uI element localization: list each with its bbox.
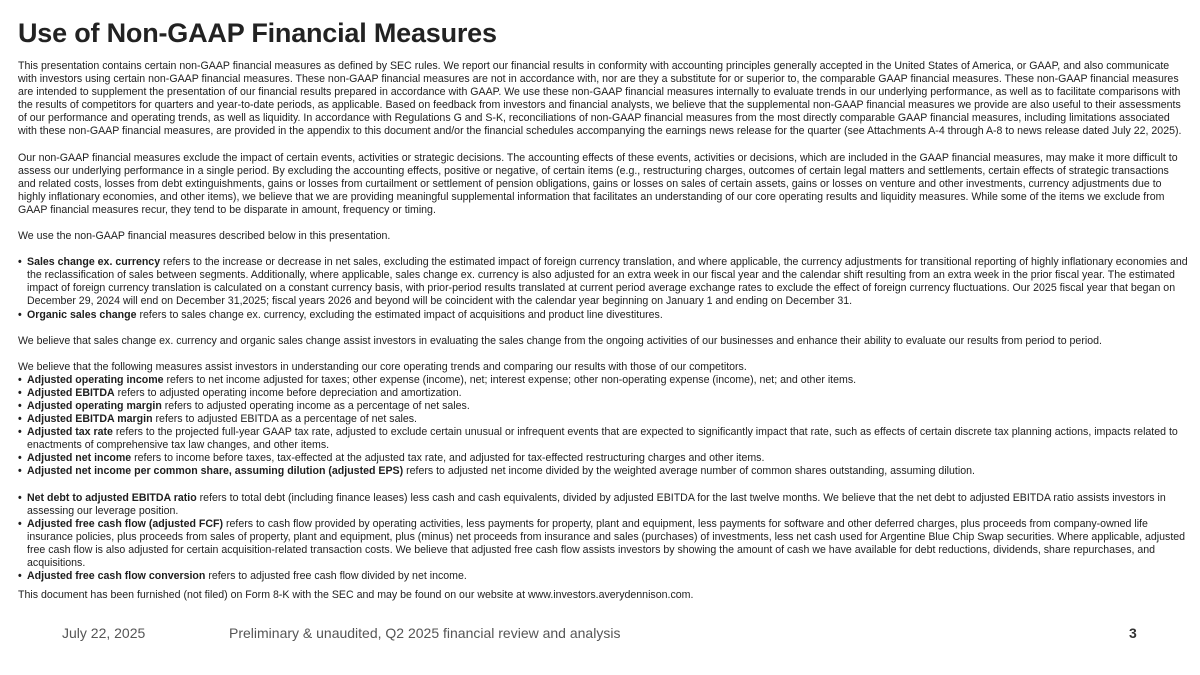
measure-definition: refers to adjusted operating income before depreciation and amortization. bbox=[114, 386, 462, 399]
intro-paragraph: This presentation contains certain non-GAAP financial measures as defined by SEC rules. We report our financial results in conformity with accounting principles generally accepted in the United States of America, or GAAP, and also communicate with investors using certain non-GAAP financial measures. These non-GAAP financial measures are not in accordance with, nor are they a substitute for or superior to, the comparable GAAP financial measures. These non-GAAP financial measures are intended to supplement the presentation of our financial results prepared in accordance with GAAP. We use these non-GAAP financial measures internally to evaluate trends in our underlying performance, as well as to facilitate comparisons with the results of competitors for quarters and year-to-date periods, as applicable. Based on feedback from investors and financial analysts, we believe that the supplemental non-GAAP financial measures we provide are also useful to their assessments of our performance and operating trends, as well as liquidity. In accordance with Regulations G and S-K, reconciliations of non-GAAP financial measures from the most directly comparable GAAP financial measures, including limitations associated with these non-GAAP financial measures, are provided in the appendix to this document and/or the financial schedules accompanying the earnings news release for the quarter (see Attachments A-4 through A-8 to news release dated July 22, 2025). bbox=[18, 60, 1182, 138]
list-item bbox=[18, 413, 1188, 426]
list-item bbox=[18, 452, 1188, 465]
list-item bbox=[18, 374, 1188, 387]
list-item bbox=[18, 570, 1188, 583]
measure-term: Adjusted net income bbox=[27, 452, 132, 465]
list-item bbox=[18, 492, 1188, 518]
measure-term: Adjusted net income per common share, assuming dilution (adjusted EPS) bbox=[27, 465, 404, 478]
measure-definition: refers to net income adjusted for taxes; other expense (income), net; interest expense; other non-operating expense (income), net; and other items. bbox=[163, 373, 857, 386]
measure-definition: refers to cash flow provided by operating activities, less payments for property, plant and equipment, less payments for software and other deferred charges, plus proceeds from company-owned life insurance policies, plus proceeds from sales of property, plant and equipment, plus (minus) net proceeds from insurance and sales (purchases) of investments, less net cash used for Argentine Blue Chip Swap securities. Where applicable, adjusted free cash flow is also adjusted for certain acquisition-related transaction costs. We believe that adjusted free cash flow assists investors by showing the amount of cash we have available for debt reductions, dividends, share repurchases, and acquisitions. bbox=[27, 517, 1186, 569]
measure-definition: refers to income before taxes, tax-effected at the adjusted tax rate, and adjusted for tax-effected restructuring charges and other items. bbox=[131, 452, 765, 465]
list-item bbox=[18, 518, 1188, 570]
measure-term: Sales change ex. currency bbox=[27, 256, 161, 269]
list-item bbox=[18, 256, 1188, 308]
measures-intro-paragraph: We use the non-GAAP financial measures described below in this presentation. bbox=[18, 230, 391, 243]
sales-measures-list bbox=[18, 256, 1188, 321]
list-item bbox=[18, 400, 1188, 413]
measure-definition: refers to adjusted net income divided by the weighted average number of common shares outstanding, assuming dilution. bbox=[403, 465, 975, 478]
furnished-notice: This document has been furnished (not filed) on Form 8-K with the SEC and may be found on our website at www.investors.averydennison.com. bbox=[18, 589, 694, 602]
measure-term: Adjusted EBITDA bbox=[27, 386, 115, 399]
measure-term: Adjusted free cash flow (adjusted FCF) bbox=[27, 517, 224, 530]
measure-term: Adjusted operating income bbox=[27, 373, 164, 386]
measure-term: Adjusted tax rate bbox=[27, 426, 113, 439]
footer-date: July 22, 2025 bbox=[62, 625, 146, 641]
measure-definition: refers to total debt (including finance leases) less cash and cash equivalents, divided by adjusted EBITDA for the last twelve months. We believe that the net debt to adjusted EBITDA ratio assists investors in assessing our leverage position. bbox=[27, 491, 1166, 517]
measure-term: Organic sales change bbox=[27, 308, 137, 321]
operating-measures-list bbox=[18, 374, 1188, 479]
measure-definition: refers to adjusted operating income as a percentage of net sales. bbox=[161, 399, 470, 412]
exclusions-paragraph: Our non-GAAP financial measures exclude the impact of certain events, activities or strategic decisions. The accounting effects of these events, activities or decisions, which are included in the GAAP financial measures, may make it more difficult to assess our underlying performance in a single period. By excluding the accounting effects, positive or negative, of certain items (e.g., restructuring charges, outcomes of certain legal matters and settlements, certain effects of strategic transactions and related costs, losses from debt extinguishments, gains or losses from curtailment or settlement of pension obligations, gains or losses on sales of certain assets, gains or losses on venture and other investments, currency adjustments due to highly inflationary economies, and other items), we believe that we are providing meaningful supplemental information that facilitates an understanding of our core operating results and liquidity measures. While some of the items we exclude from GAAP financial measures recur, they tend to be disparate in amount, frequency or timing. bbox=[18, 151, 1178, 216]
page-title: Use of Non-GAAP Financial Measures bbox=[18, 18, 497, 48]
measure-definition: refers to the increase or decrease in net sales, excluding the estimated impact of foreign currency translation, and where applicable, the currency adjustments for transitional reporting of highly inflationary economies and the reclassification of sales between segments. Additionally, where applicable, sales change ex. currency is also adjusted for an extra week in our fiscal year and the calendar shift resulting from an extra week in the prior fiscal year. The estimated impact of foreign currency translation is calculated on a constant currency basis, with prior-period results translated at current period average exchange rates to exclude the effect of foreign currency fluctuations. Our 2025 fiscal year that began on December 29, 2024 will end on December 31,2025; fiscal years 2026 and beyond will be coincident with the calendar year beginning on January 1 and ending on December 31. bbox=[27, 256, 1188, 308]
footer-subtitle: Preliminary & unaudited, Q2 2025 financial review and analysis bbox=[229, 625, 621, 641]
measure-term: Adjusted free cash flow conversion bbox=[27, 570, 206, 583]
list-item bbox=[18, 387, 1188, 400]
liquidity-measures-list bbox=[18, 492, 1188, 584]
measure-term: Adjusted operating margin bbox=[27, 399, 162, 412]
measure-definition: refers to adjusted free cash flow divided by net income. bbox=[205, 570, 467, 583]
operating-belief-paragraph: We believe that the following measures assist investors in understanding our core operating trends and comparing our results with those of our competitors. bbox=[18, 360, 747, 373]
list-item bbox=[18, 465, 1188, 478]
measure-definition: refers to the projected full-year GAAP tax rate, adjusted to exclude certain unusual or infrequent events that are expected to significantly impact that rate, such as effects of certain discrete tax planning actions, impacts related to enactments of comprehensive tax law changes, and other items. bbox=[27, 426, 1178, 452]
page-number: 3 bbox=[1129, 625, 1137, 641]
sales-belief-paragraph: We believe that sales change ex. currency and organic sales change assist investors in evaluating the sales change from the ongoing activities of our businesses and enhance their ability to evaluate our results from period to period. bbox=[18, 334, 1102, 347]
measure-definition: refers to adjusted EBITDA as a percentage of net sales. bbox=[152, 413, 417, 426]
measure-term: Adjusted EBITDA margin bbox=[27, 413, 153, 426]
measure-definition: refers to sales change ex. currency, excluding the estimated impact of acquisitions and product line divestitures. bbox=[136, 308, 663, 321]
list-item bbox=[18, 426, 1188, 452]
footer bbox=[0, 625, 1200, 643]
measure-term: Net debt to adjusted EBITDA ratio bbox=[27, 491, 197, 504]
body-content bbox=[18, 60, 1188, 602]
list-item bbox=[18, 309, 1188, 322]
